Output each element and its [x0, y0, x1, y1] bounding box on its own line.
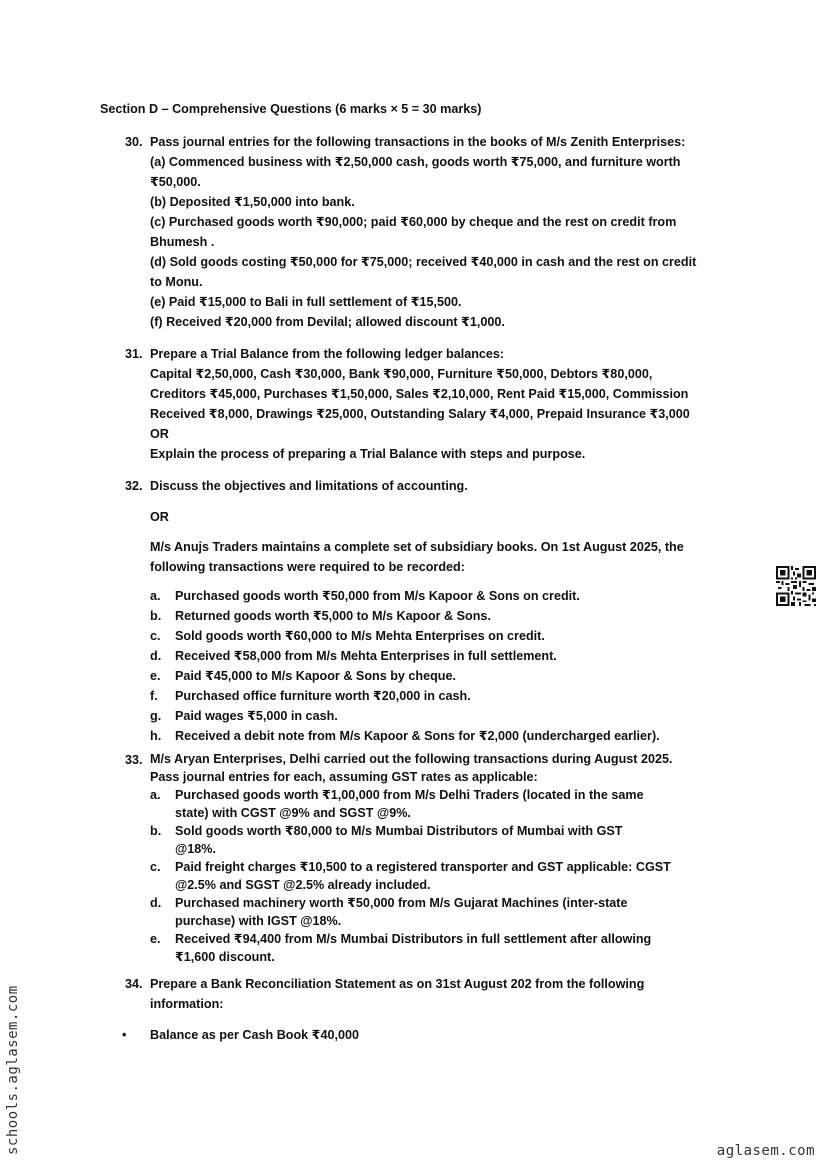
- question-number: 33.: [125, 753, 143, 767]
- list-text: Paid wages ₹5,000 in cash.: [175, 709, 338, 723]
- list-text: purchase) with IGST @18%.: [175, 914, 342, 928]
- question-line: Prepare a Trial Balance from the following ledger balances:: [150, 347, 505, 361]
- list-text: Sold goods worth ₹80,000 to M/s Mumbai Distributors of Mumbai with GST: [175, 824, 623, 838]
- list-item: [125, 626, 725, 646]
- or-separator: OR: [150, 427, 169, 441]
- list-item: [125, 894, 725, 930]
- qr-code-icon: [776, 566, 816, 606]
- question-line: information:: [150, 997, 224, 1011]
- list-text: @2.5% and SGST @2.5% already included.: [175, 878, 431, 892]
- list-letter: g.: [150, 709, 162, 723]
- question-number: 32.: [125, 479, 143, 493]
- list-text: Purchased machinery worth ₹50,000 from M/s Gujarat Machines (inter-state: [175, 896, 628, 910]
- question-line: Explain the process of preparing a Trial Balance with steps and purpose.: [150, 447, 586, 461]
- question-number: 31.: [125, 347, 143, 361]
- list-letter: e.: [150, 932, 161, 946]
- question-line: Prepare a Bank Reconciliation Statement as on 31st August 202 from the following: [150, 977, 645, 991]
- question-line: ₹50,000.: [150, 175, 201, 189]
- question-number: 30.: [125, 135, 143, 149]
- section-title: Section D – Comprehensive Questions (6 marks × 5 = 30 marks): [100, 102, 482, 116]
- list-text: Received ₹58,000 from M/s Mehta Enterprises in full settlement.: [175, 649, 557, 663]
- list-letter: b.: [150, 609, 162, 623]
- list-letter: c.: [150, 860, 161, 874]
- or-separator: OR: [150, 510, 169, 524]
- question-line: Pass journal entries for each, assuming GST rates as applicable:: [150, 770, 538, 784]
- question-number: 34.: [125, 977, 143, 991]
- list-item: [125, 822, 725, 858]
- list-letter: a.: [150, 788, 161, 802]
- list-text: @18%.: [175, 842, 216, 856]
- list-text: Paid freight charges ₹10,500 to a registered transporter and GST applicable: CGST: [175, 860, 671, 874]
- list-item: [125, 606, 725, 626]
- footer-watermark: aglasem.com: [716, 1143, 815, 1159]
- question-line: (a) Commenced business with ₹2,50,000 cash, goods worth ₹75,000, and furniture worth: [150, 155, 681, 169]
- question-line: to Monu.: [150, 275, 203, 289]
- list-item: [125, 786, 725, 822]
- question-34: [125, 974, 725, 1014]
- list-text: Purchased goods worth ₹50,000 from M/s Kapoor & Sons on credit.: [175, 589, 580, 603]
- list-item: [125, 686, 725, 706]
- question-33: [125, 750, 725, 966]
- question-line: following transactions were required to be recorded:: [150, 560, 465, 574]
- question-line: M/s Aryan Enterprises, Delhi carried out the following transactions during August 2025.: [150, 752, 673, 766]
- question-line: Discuss the objectives and limitations of accounting.: [150, 479, 468, 493]
- list-letter: a.: [150, 589, 161, 603]
- question-line: Pass journal entries for the following transactions in the books of M/s Zenith Enterprises:: [150, 135, 686, 149]
- question-line: Received ₹8,000, Drawings ₹25,000, Outstanding Salary ₹4,000, Prepaid Insurance ₹3,000: [150, 407, 690, 421]
- list-text: ₹1,600 discount.: [175, 950, 275, 964]
- question-line: Capital ₹2,50,000, Cash ₹30,000, Bank ₹90,000, Furniture ₹50,000, Debtors ₹80,000,: [150, 367, 653, 381]
- question-line: (b) Deposited ₹1,50,000 into bank.: [150, 195, 355, 209]
- list-item: [125, 586, 725, 606]
- side-watermark: schools.aglasem.com: [5, 985, 21, 1155]
- question-line: M/s Anujs Traders maintains a complete set of subsidiary books. On 1st August 2025, the: [150, 540, 684, 554]
- bullet-icon: •: [122, 1028, 127, 1042]
- list-text: Sold goods worth ₹60,000 to M/s Mehta Enterprises on credit.: [175, 629, 545, 643]
- question-line: (e) Paid ₹15,000 to Bali in full settlement of ₹15,500.: [150, 295, 462, 309]
- question-line: (c) Purchased goods worth ₹90,000; paid ₹60,000 by cheque and the rest on credit from: [150, 215, 677, 229]
- bullet-text: Balance as per Cash Book ₹40,000: [150, 1028, 359, 1042]
- list-text: Received a debit note from M/s Kapoor & Sons for ₹2,000 (undercharged earlier).: [175, 729, 660, 743]
- list-text: Paid ₹45,000 to M/s Kapoor & Sons by cheque.: [175, 669, 456, 683]
- list-text: Received ₹94,400 from M/s Mumbai Distributors in full settlement after allowing: [175, 932, 652, 946]
- list-text: Purchased goods worth ₹1,00,000 from M/s Delhi Traders (located in the same: [175, 788, 644, 802]
- list-letter: b.: [150, 824, 162, 838]
- list-item: [125, 666, 725, 686]
- list-item: [125, 726, 725, 746]
- list-text: Purchased office furniture worth ₹20,000 in cash.: [175, 689, 471, 703]
- list-letter: f.: [150, 689, 158, 703]
- question-line: Creditors ₹45,000, Purchases ₹1,50,000, Sales ₹2,10,000, Rent Paid ₹15,000, Commission: [150, 387, 689, 401]
- list-letter: e.: [150, 669, 161, 683]
- list-item: [125, 858, 725, 894]
- list-letter: c.: [150, 629, 161, 643]
- question-30: [125, 132, 725, 332]
- question-line: (d) Sold goods costing ₹50,000 for ₹75,000; received ₹40,000 in cash and the rest on credit: [150, 255, 697, 269]
- list-letter: d.: [150, 649, 162, 663]
- list-item: [125, 930, 725, 966]
- question-line: Bhumesh .: [150, 235, 215, 249]
- list-text: Returned goods worth ₹5,000 to M/s Kapoor & Sons.: [175, 609, 491, 623]
- list-item: [125, 646, 725, 666]
- list-item: [125, 706, 725, 726]
- list-text: state) with CGST @9% and SGST @9%.: [175, 806, 411, 820]
- question-line: (f) Received ₹20,000 from Devilal; allowed discount ₹1,000.: [150, 315, 505, 329]
- list-letter: d.: [150, 896, 162, 910]
- question-31: [125, 344, 725, 464]
- question-32: [125, 476, 725, 746]
- list-letter: h.: [150, 729, 162, 743]
